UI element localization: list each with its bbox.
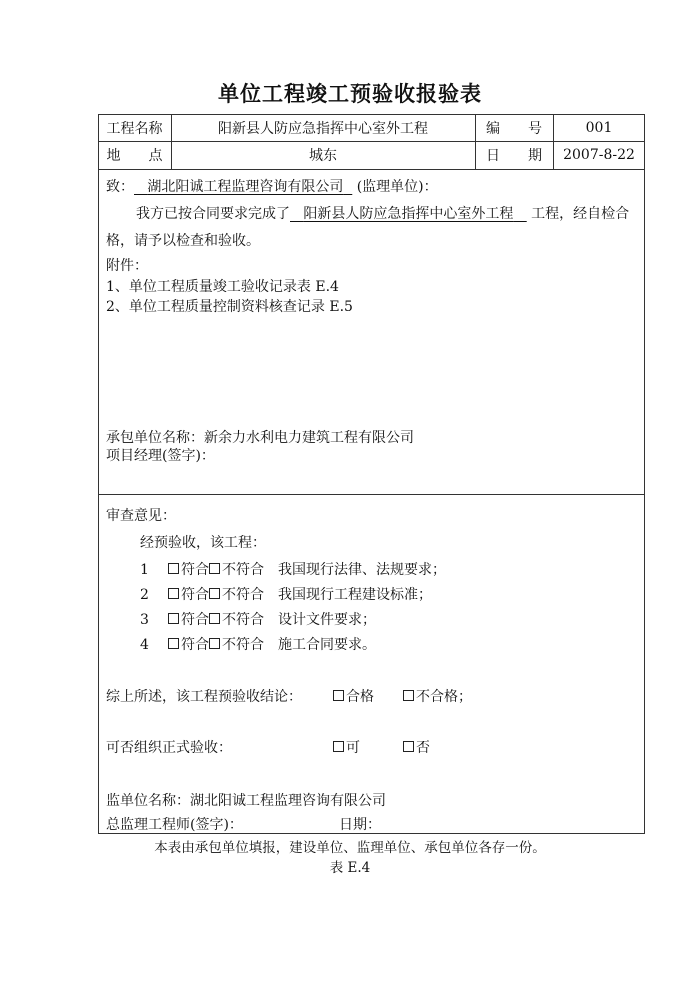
comply-checkbox[interactable]	[168, 588, 179, 599]
project-name-label: 工程名称	[106, 120, 163, 137]
conclusion-label: 综上所述，该工程预验收结论：	[106, 689, 302, 705]
unqualified-checkbox[interactable]	[403, 690, 414, 701]
form-title: 单位工程竣工预验收报验表	[218, 82, 482, 106]
review-intro: 经预验收，该工程：	[140, 535, 266, 551]
footer-note: 本表由承包单位填报，建设单位、监理单位、承包单位各存一份。	[154, 840, 546, 856]
attachments-label: 附件：	[106, 258, 148, 274]
attachment-2: 2、单位工程质量控制资料核查记录 E.5	[106, 299, 353, 315]
review-label: 审查意见：	[106, 508, 176, 524]
not-comply-checkbox[interactable]	[209, 563, 220, 574]
date-label: 日 期	[486, 148, 542, 164]
completion-statement: 我方已按合同要求完成了 阳新县人防应急指挥中心室外工程 工程，经自检合	[136, 206, 630, 222]
sign-date-label: 日期：	[339, 817, 381, 833]
form-id: 表 E.4	[329, 860, 371, 876]
completion-statement-cont: 格，请予以检查和验收。	[106, 233, 260, 249]
no-option: 否	[403, 737, 430, 757]
comply-checkbox[interactable]	[168, 638, 179, 649]
not-comply-checkbox[interactable]	[209, 638, 220, 649]
formal-acceptance-label: 可否组织正式验收：	[106, 740, 232, 756]
to-prefix: 致：	[106, 179, 134, 195]
contractor-name-line: 承包单位名称：新余力水利电力建筑工程有限公司	[106, 430, 414, 446]
chief-engineer-sign: 总监理工程师(签字)：	[106, 817, 243, 833]
no-checkbox[interactable]	[403, 741, 414, 752]
yes-checkbox[interactable]	[333, 741, 344, 752]
number-value: 001	[585, 119, 613, 136]
unqualified-option: 不合格；	[403, 686, 472, 706]
attachment-1: 1、单位工程质量竣工验收记录表 E.4	[106, 279, 339, 295]
location-value: 城东	[309, 148, 337, 164]
comply-checkbox[interactable]	[168, 613, 179, 624]
supervisor-unit-line: 监单位名称：湖北阳诚工程监理咨询有限公司	[106, 793, 386, 809]
project-name-value: 阳新县人防应急指挥中心室外工程	[218, 120, 428, 137]
supervisor-unit-name: 湖北阳诚工程监理咨询有限公司	[147, 179, 344, 195]
not-comply-checkbox[interactable]	[209, 588, 220, 599]
project-manager-sign: 项目经理(签字)：	[106, 448, 215, 464]
yes-option: 可	[333, 737, 360, 757]
comply-checkbox[interactable]	[168, 563, 179, 574]
to-suffix: (监理单位)：	[356, 179, 438, 195]
review-item: 2 符合 不符合 我国现行工程建设标准；	[140, 587, 432, 603]
review-item: 1 符合 不符合 我国现行法律、法规要求；	[140, 562, 446, 578]
qualified-checkbox[interactable]	[333, 690, 344, 701]
location-label: 地 点	[106, 148, 163, 164]
row-divider	[98, 494, 645, 495]
row-divider	[98, 169, 645, 170]
addressee-line	[106, 176, 438, 196]
number-label: 编 号	[486, 120, 542, 137]
review-item: 3 符合 不符合 设计文件要求；	[140, 612, 376, 628]
review-item: 4 符合 不符合 施工合同要求。	[140, 637, 376, 653]
not-comply-checkbox[interactable]	[209, 613, 220, 624]
date-value: 2007-8-22	[563, 147, 635, 163]
qualified-option: 合格	[333, 686, 374, 706]
completed-project-name: 阳新县人防应急指挥中心室外工程	[303, 206, 514, 222]
